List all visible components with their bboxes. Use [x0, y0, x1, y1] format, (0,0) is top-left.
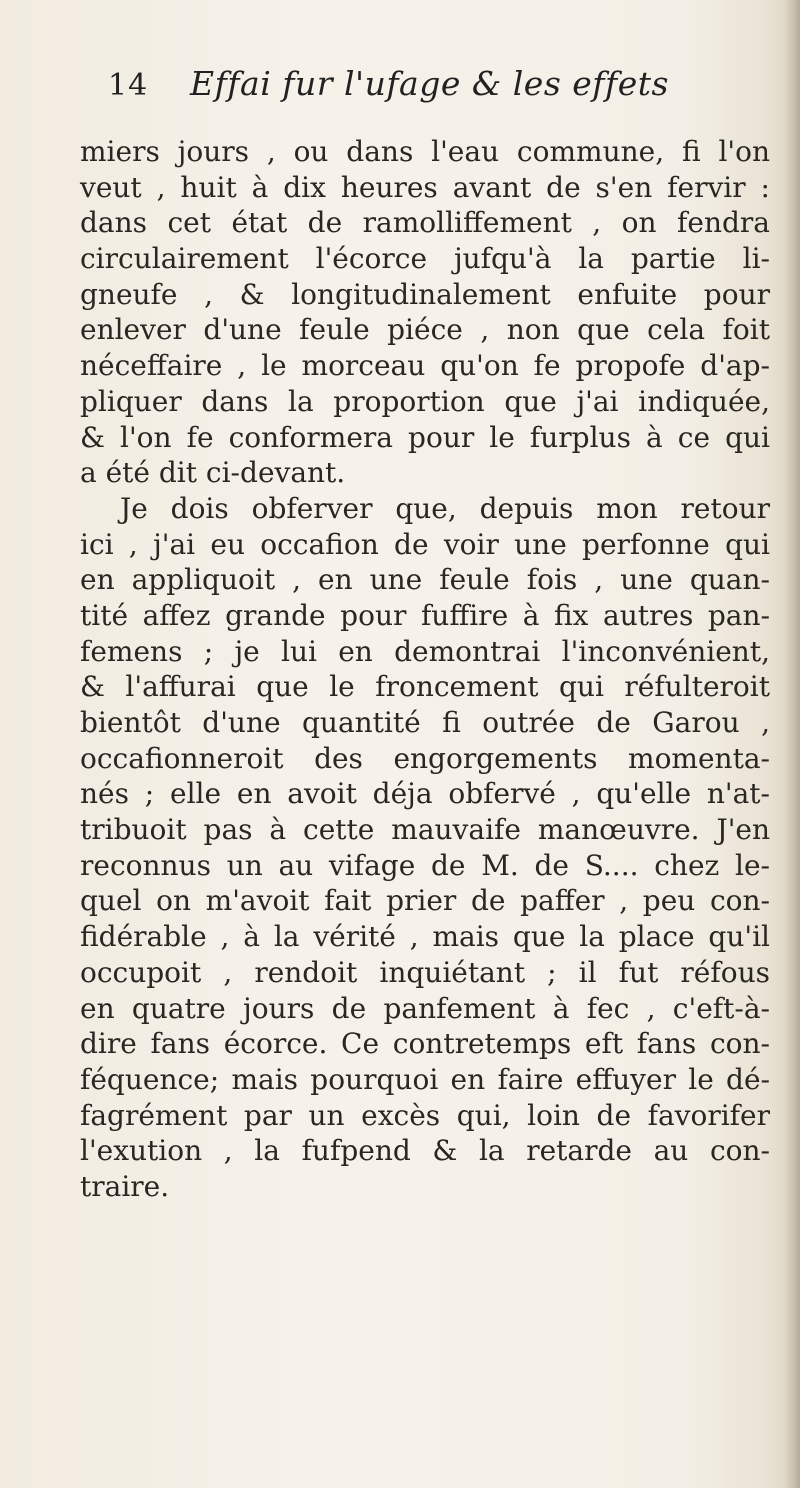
text-line: & l'on fe conformera pour le furplus à ce qui	[80, 420, 770, 454]
page-number: 14	[108, 68, 149, 103]
text-line: féquence; mais pourquoi en faire effuyer le dé-	[80, 1062, 770, 1096]
text-line: tité affez grande pour fuffire à fix autres pan-	[80, 598, 770, 632]
text-line: quel on m'avoit fait prier de paffer , peu con-	[80, 884, 770, 918]
page-edge-shadow	[784, 0, 800, 1488]
text-line: fidérable , à la vérité , mais que la place qu'il	[80, 920, 770, 954]
text-line: dire fans écorce. Ce contretemps eft fans con-	[80, 1027, 770, 1061]
text-line: ici , j'ai eu occafion de voir une perfonne qui	[80, 527, 770, 561]
text-line: & l'affurai que le froncement qui réfulteroit	[80, 670, 770, 704]
page-header	[108, 62, 668, 106]
text-line: néceffaire , le morceau qu'on fe propofe d'ap-	[80, 349, 770, 383]
text-line: en quatre jours de panfement à fec , c'eft-à-	[80, 991, 770, 1025]
text-line: bientôt d'une quantité fi outrée de Garou ,	[80, 706, 770, 739]
text-line: pliquer dans la proportion que j'ai indiquée,	[80, 384, 770, 418]
text-line: occafionneroit des engorgements momenta-	[80, 741, 770, 775]
text-line: miers jours , ou dans l'eau commune, fi l'on	[80, 135, 770, 168]
text-line: veut , huit à dix heures avant de s'en fervir :	[80, 170, 770, 204]
text-line: nés ; elle en avoit déja obfervé , qu'elle n'at-	[80, 777, 770, 811]
text-line: Je dois obferver que, depuis mon retour	[120, 491, 770, 525]
text-line: en appliquoit , en une feule fois , une quan-	[80, 563, 770, 597]
text-line: tribuoit pas à cette mauvaife manœuvre. J'en	[80, 813, 770, 847]
text-line: enlever d'une feule piéce , non que cela foit	[80, 313, 770, 347]
text-line: a été dit ci-devant.	[80, 456, 346, 490]
running-title: Effai fur l'ufage & les effets	[190, 64, 669, 103]
text-line: femens ; je lui en demontrai l'inconvénient,	[80, 634, 770, 668]
body-text	[80, 134, 770, 1205]
text-line: gneufe , & longitudinalement enfuite pour	[80, 277, 770, 311]
text-line: dans cet état de ramolliffement , on fendra	[80, 206, 770, 240]
text-line: reconnus un au vifage de M. de S.... chez le-	[80, 848, 770, 882]
text-line: fagrément par un excès qui, loin de favorifer	[80, 1098, 770, 1132]
text-line: circulairement l'écorce jufqu'à la partie li-	[80, 242, 770, 276]
text-line: occupoit , rendoit inquiétant ; il fut réfous	[80, 955, 770, 989]
text-line: l'exution , la fufpend & la retarde au con-	[80, 1134, 770, 1168]
text-line: traire.	[80, 1169, 170, 1203]
